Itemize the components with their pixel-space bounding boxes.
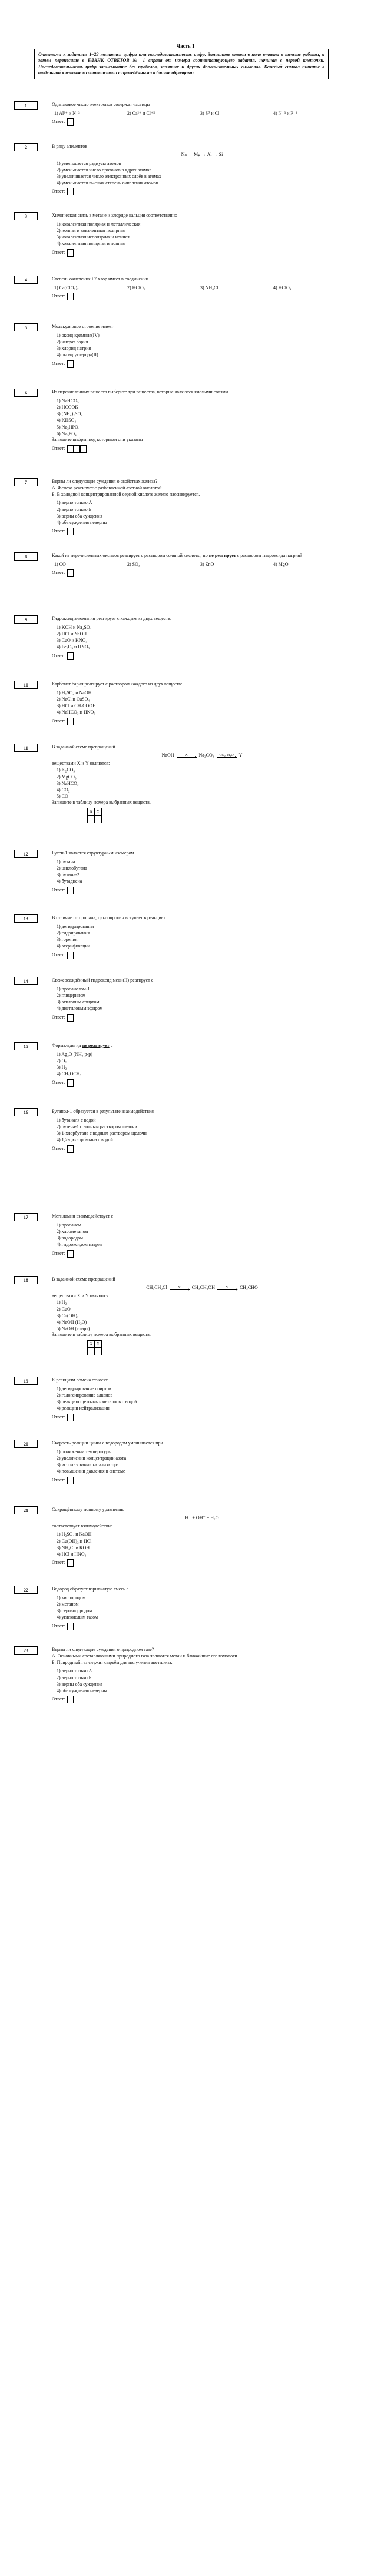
- question-number: 1: [14, 101, 38, 110]
- answer-box[interactable]: [67, 249, 74, 257]
- option[interactable]: 3) водородом: [57, 1235, 83, 1241]
- option[interactable]: 4) углекислым газом: [57, 1614, 98, 1620]
- option[interactable]: 4) HClO₄: [273, 284, 292, 290]
- option[interactable]: 2) CuO: [57, 1306, 71, 1312]
- question-number: 13: [14, 914, 38, 923]
- option[interactable]: 4) реакции нейтрализации: [57, 1405, 110, 1411]
- scheme-substance: Y: [238, 752, 243, 758]
- option[interactable]: 3) Cu(OH)₂: [57, 1312, 79, 1318]
- question-number: 8: [14, 552, 38, 561]
- answer-label: Ответ:: [52, 1079, 65, 1085]
- statement: А. Железо реагирует с разбавленной азотной кислотой.: [52, 485, 163, 490]
- option[interactable]: 2) глицерином: [57, 992, 86, 998]
- question-text: веществами X и Y являются:: [52, 760, 110, 766]
- scheme-substance: CH₃CHO: [239, 1284, 258, 1290]
- option[interactable]: 4) повышении давления в системе: [57, 1468, 125, 1474]
- answer-label: Ответ:: [52, 1560, 65, 1566]
- question-number: 21: [14, 1506, 38, 1514]
- answer-label: Ответ:: [52, 360, 65, 366]
- answer-box[interactable]: [67, 360, 74, 368]
- question-number: 20: [14, 1440, 38, 1448]
- option[interactable]: 1) дегидрирования: [57, 923, 94, 929]
- answer-box[interactable]: [74, 445, 80, 453]
- question-text: Карбонат бария реагирует с раствором каждого из двух веществ:: [52, 681, 183, 687]
- answer-label: Ответ:: [52, 1014, 65, 1020]
- option[interactable]: 3) сероводородом: [57, 1608, 92, 1614]
- xy-header-x: X: [87, 1340, 95, 1348]
- option[interactable]: 1) H₂: [57, 1299, 67, 1305]
- question-text: Химическая связь в метане и хлориде кальция соответственно: [52, 213, 177, 218]
- arrow-label: CO₂, H₂O: [219, 753, 234, 757]
- answer-box[interactable]: [67, 293, 74, 300]
- answer-label: Ответ:: [52, 1623, 65, 1629]
- option[interactable]: 2) SO₃: [127, 561, 140, 567]
- option[interactable]: 4) этерификации: [57, 943, 91, 949]
- option[interactable]: 4) KHSO₃: [57, 417, 77, 423]
- option[interactable]: 3) этиловым спиртом: [57, 999, 100, 1005]
- answer-box[interactable]: [67, 1623, 74, 1630]
- scheme-substance: CH₃CH₂OH: [191, 1284, 215, 1290]
- question-text: Одинаковое число электронов содержат частицы: [52, 102, 150, 107]
- question-number: 9: [14, 615, 38, 624]
- statement: Б. Природный газ служит сырьём для получения ацетилена.: [52, 1659, 173, 1665]
- answer-label: Ответ:: [52, 528, 65, 534]
- option[interactable]: 3) NaHCO₃: [57, 780, 79, 786]
- option[interactable]: 3) увеличивается число электронных слоёв в атомах: [57, 173, 161, 179]
- statement: Б. В холодной концентрированной серной кислоте железо пассивируется.: [52, 491, 200, 497]
- answer-label: Ответ:: [52, 1477, 65, 1483]
- option[interactable]: 1) Ag₂O (NH₃ р-р): [57, 1051, 92, 1057]
- option[interactable]: 2) верно только Б: [57, 1675, 92, 1680]
- option[interactable]: 3) хлорид натрия: [57, 346, 91, 352]
- question-number: 2: [14, 143, 38, 151]
- question-text: Гидроксид алюминия реагирует с каждым из двух веществ:: [52, 616, 172, 621]
- scheme-arrow: [177, 754, 197, 758]
- ionic-equation: H⁺ + OH⁻ = H₂O: [185, 1514, 219, 1520]
- option[interactable]: 2) HClO₃: [127, 284, 145, 290]
- option[interactable]: 4) MgO: [273, 561, 289, 567]
- question-note: Запишите в таблицу номера выбранных веществ.: [52, 1332, 151, 1338]
- answer-box[interactable]: [67, 118, 74, 126]
- question-text-part: Формальдегид: [52, 1043, 81, 1048]
- option[interactable]: 4) бутадиена: [57, 878, 82, 884]
- option[interactable]: 3) NH₄Cl: [200, 284, 218, 290]
- scheme-substance: CH₃CH₂Cl: [146, 1284, 167, 1290]
- answer-box[interactable]: [67, 1414, 74, 1421]
- answer-box-y[interactable]: [94, 1348, 102, 1355]
- question-number: 4: [14, 276, 38, 284]
- answer-label: Ответ:: [52, 1414, 65, 1420]
- option[interactable]: 2) нитрат бария: [57, 339, 88, 344]
- answer-box[interactable]: [67, 569, 74, 577]
- option[interactable]: 1) понижении температуры: [57, 1448, 112, 1454]
- answer-box[interactable]: [67, 188, 74, 195]
- question-note: Запишите цифры, под которыми они указаны: [52, 436, 143, 442]
- answer-box[interactable]: [67, 1250, 74, 1258]
- question-number: 23: [14, 1646, 38, 1655]
- answer-box[interactable]: [67, 887, 74, 894]
- option[interactable]: 2) Ca²⁺ и Cl⁺⁵: [127, 110, 155, 116]
- option[interactable]: 1) бутана: [57, 858, 75, 864]
- option[interactable]: 1) верно только А: [57, 1668, 92, 1674]
- question-number: 15: [14, 1042, 38, 1050]
- option[interactable]: 3) H₂: [57, 1065, 67, 1070]
- option[interactable]: 1) Ca(ClO₂)₂: [54, 284, 79, 290]
- answer-label: Ответ:: [52, 1696, 65, 1702]
- option[interactable]: 1) дегидрирование спиртов: [57, 1385, 111, 1391]
- question-number: 7: [14, 478, 38, 486]
- option[interactable]: 1) K₂CO₃: [57, 767, 75, 773]
- option[interactable]: 3) HCl и CH₃COOH: [57, 703, 96, 709]
- option[interactable]: 2) увеличении концентрации азота: [57, 1455, 127, 1461]
- option[interactable]: 4) гидроксидом натрия: [57, 1242, 102, 1248]
- option[interactable]: 4) диэтиловым эфиром: [57, 1006, 103, 1012]
- option[interactable]: 3) CuO и KNO₃: [57, 638, 88, 644]
- question-text-emphasis: не реагирует: [82, 1043, 110, 1048]
- option[interactable]: 3) NH₄Cl и KOH: [57, 1544, 90, 1550]
- option[interactable]: 1) Al³⁺ и N⁻³: [54, 110, 80, 116]
- answer-box[interactable]: [67, 445, 74, 453]
- question-text: Верны ли следующие суждения о свойствах железа?: [52, 479, 158, 484]
- question-text: Водород образует взрывчатую смесь с: [52, 1586, 129, 1592]
- scheme-substance: Na₂CO₃: [198, 752, 214, 758]
- option[interactable]: 2) верно только Б: [57, 506, 92, 512]
- question-number: 5: [14, 323, 38, 331]
- question-number: 6: [14, 389, 38, 397]
- option[interactable]: 3) верны оба суждения: [57, 1681, 102, 1687]
- option[interactable]: 4) оба суждения неверны: [57, 519, 107, 525]
- answer-box[interactable]: [67, 1559, 74, 1567]
- answer-label: Ответ:: [52, 652, 65, 658]
- option[interactable]: 1) верно только А: [57, 500, 92, 506]
- option[interactable]: 3) ZnO: [200, 561, 214, 567]
- option[interactable]: 1) NaHCO₃: [57, 397, 79, 403]
- option[interactable]: 2) HCOOK: [57, 404, 79, 410]
- option[interactable]: 2) ионная и ковалентная полярная: [57, 227, 125, 233]
- option[interactable]: 1) CO: [54, 561, 66, 567]
- scheme-arrow: [217, 1286, 237, 1290]
- option[interactable]: 4) CH₃OCH₃: [57, 1071, 82, 1077]
- option[interactable]: 2) NaCl и CuSO₄: [57, 696, 90, 702]
- question-text: Метиламин взаимодействует с: [52, 1214, 114, 1219]
- question-number: 18: [14, 1276, 38, 1284]
- option[interactable]: 3) S⁰ и Cl⁻: [200, 110, 222, 116]
- option[interactable]: 3) (NH₄)₂SO₄: [57, 411, 83, 417]
- option[interactable]: 1) оксид кремния(IV): [57, 332, 100, 338]
- question-number: 12: [14, 850, 38, 858]
- question-number: 14: [14, 977, 38, 985]
- answer-box[interactable]: [67, 652, 74, 660]
- question-text: соответствует взаимодействие: [52, 1523, 113, 1529]
- question-text: В ряду элементов: [52, 144, 87, 149]
- element-series: Na → Mg → Al → Si: [181, 151, 223, 157]
- answer-label: Ответ:: [52, 1145, 65, 1151]
- option[interactable]: 5) Na₂HPO₄: [57, 424, 80, 430]
- option[interactable]: 4) 1,2-дихлорбутана с водой: [57, 1137, 113, 1143]
- answer-box-y[interactable]: [94, 815, 102, 823]
- answer-box[interactable]: [67, 1079, 74, 1087]
- arrow-label: X: [178, 1285, 181, 1289]
- option[interactable]: 2) метаном: [57, 1601, 79, 1607]
- scheme-substance: NaOH: [161, 752, 174, 758]
- answer-box[interactable]: [67, 528, 74, 535]
- answer-label: Ответ:: [52, 249, 65, 255]
- question-number: 10: [14, 681, 38, 689]
- question-number: 19: [14, 1377, 38, 1385]
- arrow-label: Y: [226, 1285, 229, 1289]
- xy-header-y: Y: [94, 1340, 102, 1348]
- scheme-arrow: [170, 1286, 190, 1290]
- question-number: 11: [14, 744, 38, 752]
- option[interactable]: 1) пропанолом-1: [57, 986, 90, 992]
- option[interactable]: 1) пропаном: [57, 1222, 81, 1228]
- question-number: 3: [14, 212, 38, 220]
- option[interactable]: 4) ковалентная полярная и ионная: [57, 241, 125, 247]
- answer-label: Ответ:: [52, 887, 65, 893]
- option[interactable]: 2) бутена-1 с водным раствором щелочи: [57, 1123, 137, 1129]
- reaction-scheme: [52, 752, 352, 759]
- option[interactable]: 4) оба суждения неверны: [57, 1688, 107, 1693]
- question-text: [52, 1043, 352, 1049]
- answer-label: Ответ:: [52, 1250, 65, 1256]
- option[interactable]: 2) галогенирование алканов: [57, 1392, 113, 1398]
- option[interactable]: 2) циклобутана: [57, 865, 87, 871]
- xy-header-x: X: [87, 808, 95, 815]
- question-text: Бутанол-1 образуется в результате взаимодействия: [52, 1109, 154, 1114]
- xy-header-y: Y: [94, 808, 102, 815]
- option[interactable]: 2) уменьшается число протонов в ядрах атомов: [57, 167, 152, 173]
- answer-box[interactable]: [67, 1696, 74, 1703]
- statement: А. Основными составляющими природного газа являются метан и ближайшие его гомологи: [52, 1653, 237, 1659]
- xy-answer-row: [87, 1348, 352, 1355]
- option[interactable]: 1) H₂SO₄ и NaOH: [57, 1531, 92, 1537]
- option[interactable]: 1) уменьшается радиусы атомов: [57, 160, 121, 166]
- option[interactable]: 3) верны оба суждения: [57, 513, 102, 519]
- scheme-arrow: [217, 754, 237, 758]
- answer-box[interactable]: [67, 718, 74, 725]
- xy-answer-row: [87, 815, 352, 823]
- question-text: Свежеосаждённый гидроксид меди(II) реагирует с: [52, 977, 154, 983]
- question-text: Скорость реакции цинка с водородом уменьшается при: [52, 1440, 163, 1446]
- option[interactable]: 3) горения: [57, 937, 78, 943]
- question-text-part: Какой из перечисленных оксидов реагирует с раствором соляной кислоты, но: [52, 553, 208, 558]
- reaction-scheme: [52, 1285, 352, 1291]
- answer-label: Ответ:: [52, 952, 65, 957]
- option[interactable]: 2) хлорметаном: [57, 1228, 88, 1234]
- part-title: Часть 1: [176, 43, 195, 49]
- option[interactable]: 4) HCl и HNO₃: [57, 1551, 87, 1557]
- question-text: Из перечисленных веществ выберите три вещества, которые являются кислыми солями.: [52, 389, 230, 394]
- question-text: Верны ли следующие суждения о природном газе?: [52, 1647, 154, 1652]
- answer-label: Ответ:: [52, 119, 65, 125]
- option[interactable]: 2) гидрирования: [57, 930, 90, 936]
- option[interactable]: 4) оксид углерода(II): [57, 352, 98, 358]
- option[interactable]: 2) HCl и NaOH: [57, 631, 87, 636]
- option[interactable]: 4) Fe₂O₃ и HNO₃: [57, 644, 90, 650]
- option[interactable]: 4) CO₂: [57, 787, 70, 793]
- option[interactable]: 3) бутина-2: [57, 872, 80, 878]
- option[interactable]: 1) KOH и Na₂SO₄: [57, 624, 92, 630]
- option[interactable]: 4) уменьшается высшая степень окисления атомов: [57, 180, 158, 186]
- question-number: 16: [14, 1108, 38, 1116]
- question-text: Молекулярное строение имеет: [52, 324, 114, 329]
- answer-box[interactable]: [67, 1477, 74, 1484]
- xy-table: [87, 1340, 352, 1348]
- arrow-label: X: [185, 753, 188, 757]
- option[interactable]: 3) 1-хлорбутана с водным раствором щелочи: [57, 1130, 147, 1136]
- question-number: 17: [14, 1213, 38, 1221]
- answer-box[interactable]: [67, 1145, 74, 1153]
- answer-label: Ответ:: [52, 188, 65, 194]
- question-text: В отличие от пропана, циклопропан вступает в реакцию: [52, 915, 165, 920]
- option[interactable]: 3) использовании катализатора: [57, 1462, 119, 1468]
- option[interactable]: 5) CO: [57, 794, 68, 800]
- option[interactable]: 1) ковалентная полярная и металлическая: [57, 221, 141, 227]
- answer-box[interactable]: [67, 1014, 74, 1022]
- question-text-part: с: [110, 1043, 113, 1048]
- answer-label: Ответ:: [52, 445, 65, 451]
- answer-box[interactable]: [80, 445, 87, 453]
- question-text: В заданной схеме превращений: [52, 744, 115, 750]
- option[interactable]: 4) N⁻³ и P⁻³: [273, 110, 297, 116]
- answer-box[interactable]: [67, 952, 74, 959]
- question-text: Степень окисления +7 хлор имеет в соединении: [52, 276, 148, 281]
- option[interactable]: 2) Cu(OH)₂ и HCl: [57, 1538, 92, 1544]
- instructions-box: Ответами к заданиям 1–23 являются цифра или последовательность цифр. Запишите ответ в поле ответа в тексте работы, а затем перенесите в БЛАНК ОТВЕТОВ № 1 справа от номера соответствующего задания, начиная с первой клеточки. Последовательность цифр записывайте без пробелов, запятых и других дополнительных символов. Каждый символ пишите в отдельной клеточке в соответствии с приведёнными в бланке образцами.: [34, 49, 329, 79]
- option[interactable]: 5) NaOH (спирт): [57, 1326, 90, 1332]
- option[interactable]: 3) реакцию щелочных металлов с водой: [57, 1399, 137, 1405]
- option[interactable]: 4) NaOH (H₂O): [57, 1319, 87, 1325]
- option[interactable]: 3) ковалентная неполярная и ионная: [57, 234, 130, 240]
- question-text: [52, 553, 352, 559]
- answer-label: Ответ:: [52, 570, 65, 576]
- question-text-emphasis: не реагирует: [208, 553, 236, 558]
- xy-table: [87, 808, 352, 815]
- question-text: веществами X и Y являются:: [52, 1292, 110, 1298]
- question-text-part: с раствором гидроксида натрия?: [237, 553, 302, 558]
- answer-label: Ответ:: [52, 718, 65, 724]
- option[interactable]: 2) MgCO₃: [57, 774, 77, 780]
- question-note: Запишите в таблицу номера выбранных веществ.: [52, 800, 151, 805]
- question-text: В заданной схеме превращений: [52, 1277, 115, 1282]
- question-text: Бутен-1 является структурным изомером: [52, 850, 134, 856]
- option[interactable]: 2) O₂: [57, 1057, 67, 1063]
- option[interactable]: 1) H₂SO₄ и NaOH: [57, 689, 92, 695]
- option[interactable]: 4) NaHCO₃ и HNO₃: [57, 710, 96, 715]
- option[interactable]: 1) бутаналя с водой: [57, 1117, 96, 1123]
- question-number: 22: [14, 1586, 38, 1594]
- question-text: Сокращённому ионному уравнению: [52, 1507, 125, 1512]
- option[interactable]: 6) Na₃PO₄: [57, 430, 77, 436]
- option[interactable]: 1) кислородом: [57, 1594, 86, 1600]
- question-text: К реакциям обмена относят: [52, 1377, 108, 1383]
- answer-label: Ответ:: [52, 293, 65, 299]
